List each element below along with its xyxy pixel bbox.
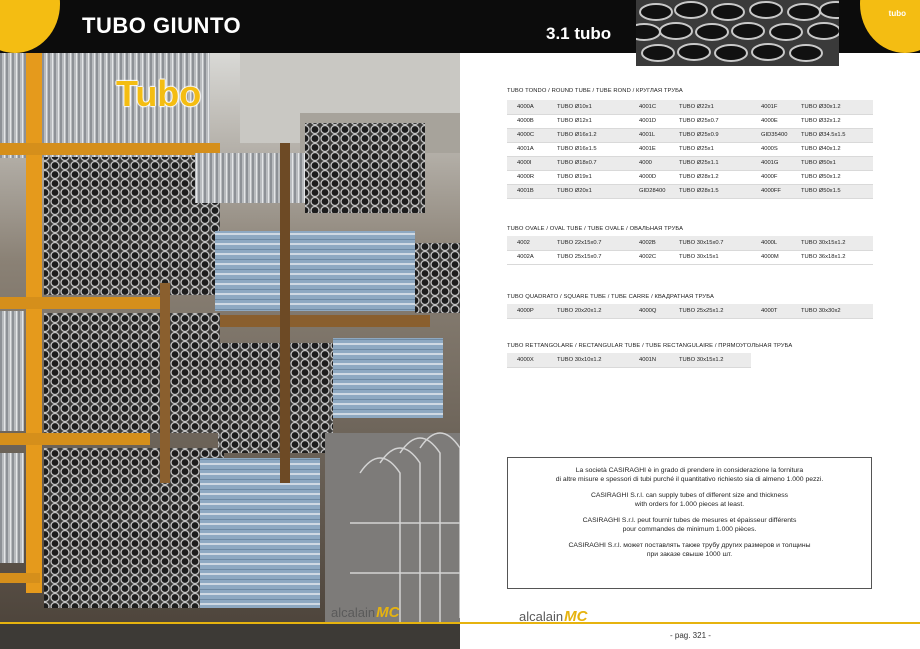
product-code-cell: 4000M: [751, 250, 791, 264]
page-title: TUBO GIUNTO: [82, 13, 242, 38]
page-number: - pag. 321 -: [670, 631, 711, 640]
bottom-rule-left: [0, 622, 460, 624]
product-desc-cell: TUBO 30x15x0.7: [669, 236, 751, 250]
product-code-cell: 4001E: [629, 142, 669, 156]
table-row: [507, 100, 873, 114]
table-row: [507, 114, 873, 128]
table-row: [507, 156, 873, 170]
product-desc-cell: TUBO Ø19x1: [547, 170, 629, 184]
brand-logo-left: [331, 604, 399, 621]
table-row: [507, 142, 873, 156]
table-row: [507, 170, 873, 184]
product-code-cell: 4002A: [507, 250, 547, 264]
product-code-cell: 4000C: [507, 128, 547, 142]
product-code-cell: GID35400: [751, 128, 791, 142]
product-desc-cell: TUBO 30x15x1: [669, 250, 751, 264]
product-desc-cell: TUBO Ø28x1.5: [669, 184, 751, 198]
product-code-cell: 4001G: [751, 156, 791, 170]
product-code-cell: 4002B: [629, 236, 669, 250]
corner-accent-left: [0, 0, 60, 53]
product-code-cell: 4000D: [629, 170, 669, 184]
logo-mark: MC: [376, 604, 400, 621]
table-row: [507, 128, 873, 142]
product-code-cell: 4000I: [507, 156, 547, 170]
product-desc-cell: TUBO 30x30x2: [791, 304, 873, 318]
table-row: [507, 236, 873, 250]
product-code-cell: 4001F: [751, 100, 791, 114]
product-desc-cell: TUBO Ø30x1.2: [791, 100, 873, 114]
product-desc-cell: TUBO 36x18x1.2: [791, 250, 873, 264]
product-code-cell: 4000: [629, 156, 669, 170]
logo-mark: MC: [564, 608, 588, 625]
section-oval-title: TUBO OVALE / OVAL TUBE / TUBE OVALE / ОВАЛЬНАЯ ТРУБА: [507, 226, 684, 232]
product-desc-cell: TUBO Ø40x1.2: [791, 142, 873, 156]
product-desc-cell: TUBO 25x15x0.7: [547, 250, 629, 264]
table-row: [507, 304, 873, 318]
product-code-cell: GID28400: [629, 184, 669, 198]
note-english: CASIRAGHI S.r.l. can supply tubes of different size and thickness with orders for 1.000 pieces at least.: [590, 492, 789, 508]
table-row: [507, 353, 751, 367]
product-desc-cell: TUBO 22x15x0.7: [547, 236, 629, 250]
product-code-cell: 4000E: [751, 114, 791, 128]
product-desc-cell: TUBO 30x15x1.2: [669, 353, 751, 367]
product-desc-cell: TUBO Ø50x1: [791, 156, 873, 170]
product-code-cell: 4001C: [629, 100, 669, 114]
table-square-tube: [507, 304, 873, 319]
table-row: [507, 184, 873, 198]
section-tab: tubo: [888, 9, 906, 18]
product-desc-cell: TUBO Ø25x0.7: [669, 114, 751, 128]
product-desc-cell: TUBO 30x10x1.2: [547, 353, 629, 367]
product-desc-cell: TUBO Ø28x1.2: [669, 170, 751, 184]
product-desc-cell: TUBO Ø10x1: [547, 100, 629, 114]
corner-accent-right: [860, 0, 920, 53]
product-desc-cell: TUBO Ø25x0.9: [669, 128, 751, 142]
product-code-cell: 4000R: [507, 170, 547, 184]
product-desc-cell: TUBO 25x25x1.2: [669, 304, 751, 318]
tube-ends-image: [636, 0, 839, 66]
product-desc-cell: TUBO Ø34.5x1.5: [791, 128, 873, 142]
product-code-cell: 4001L: [629, 128, 669, 142]
product-code-cell: 4000Q: [629, 304, 669, 318]
product-code-cell: 4001A: [507, 142, 547, 156]
table-round-tube: [507, 100, 873, 199]
table-rectangular-tube: [507, 353, 751, 368]
product-code-cell: 4001N: [629, 353, 669, 367]
section-round-title: TUBO TONDO / ROUND TUBE / TUBE ROND / КРУГЛАЯ ТРУБА: [507, 88, 683, 94]
table-oval-tube: [507, 236, 873, 265]
photo-title: Tubo: [116, 73, 202, 114]
product-desc-cell: TUBO 30x15x1.2: [791, 236, 873, 250]
product-desc-cell: TUBO Ø22x1: [669, 100, 751, 114]
product-code-cell: 4000B: [507, 114, 547, 128]
product-code-cell: 4002: [507, 236, 547, 250]
logo-text: alcalain: [331, 605, 376, 620]
supply-note-box: [507, 457, 872, 589]
note-russian: CASIRAGHI S.r.l. может поставлять также трубу других размеров и толщины при заказе свыше 1000 шт.: [568, 542, 811, 558]
note-french: CASIRAGHI S.r.l. peut fournir tubes de mesures et épaisseur différents pour commandes de minimum 1.000 pièces.: [582, 517, 797, 533]
product-desc-cell: TUBO Ø20x1: [547, 184, 629, 198]
logo-text: alcalain: [519, 609, 564, 624]
product-code-cell: 4002C: [629, 250, 669, 264]
product-code-cell: 4000F: [751, 170, 791, 184]
product-desc-cell: TUBO Ø16x1.5: [547, 142, 629, 156]
product-code-cell: 4000L: [751, 236, 791, 250]
product-desc-cell: TUBO Ø25x1: [669, 142, 751, 156]
product-code-cell: 4000P: [507, 304, 547, 318]
product-code-cell: 4000X: [507, 353, 547, 367]
note-italian: La società CASIRAGHI è in grado di prendere in considerazione la fornitura di altre misure e spessori di tubi purché il quantitativo richiesto sia di almeno 1.000 pezzi.: [555, 467, 824, 483]
product-desc-cell: TUBO Ø18x0.7: [547, 156, 629, 170]
product-desc-cell: TUBO Ø25x1.1: [669, 156, 751, 170]
product-desc-cell: TUBO Ø32x1.2: [791, 114, 873, 128]
product-code-cell: 4000T: [751, 304, 791, 318]
product-desc-cell: TUBO Ø16x1.2: [547, 128, 629, 142]
section-title: 3.1 tubo: [546, 24, 612, 43]
table-row: [507, 250, 873, 264]
warehouse-photo: [0, 53, 460, 649]
product-desc-cell: TUBO Ø50x1.2: [791, 170, 873, 184]
brand-logo-right: [519, 608, 587, 625]
product-code-cell: 4000FF: [751, 184, 791, 198]
product-desc-cell: TUBO Ø50x1.5: [791, 184, 873, 198]
product-code-cell: 4001D: [629, 114, 669, 128]
section-rectangular-title: TUBO RETTANGOLARE / RECTANGULAR TUBE / TUBE RECTANGULAIRE / ПРЯМОУГОЛЬНАЯ ТРУБА: [507, 343, 793, 349]
product-desc-cell: TUBO Ø12x1: [547, 114, 629, 128]
product-desc-cell: TUBO 20x20x1.2: [547, 304, 629, 318]
product-code-cell: 4000A: [507, 100, 547, 114]
section-square-title: TUBO QUADRATO / SQUARE TUBE / TUBE CARRE / КВАДРАТНАЯ ТРУБА: [507, 294, 714, 300]
product-code-cell: 4000S: [751, 142, 791, 156]
product-code-cell: 4001B: [507, 184, 547, 198]
